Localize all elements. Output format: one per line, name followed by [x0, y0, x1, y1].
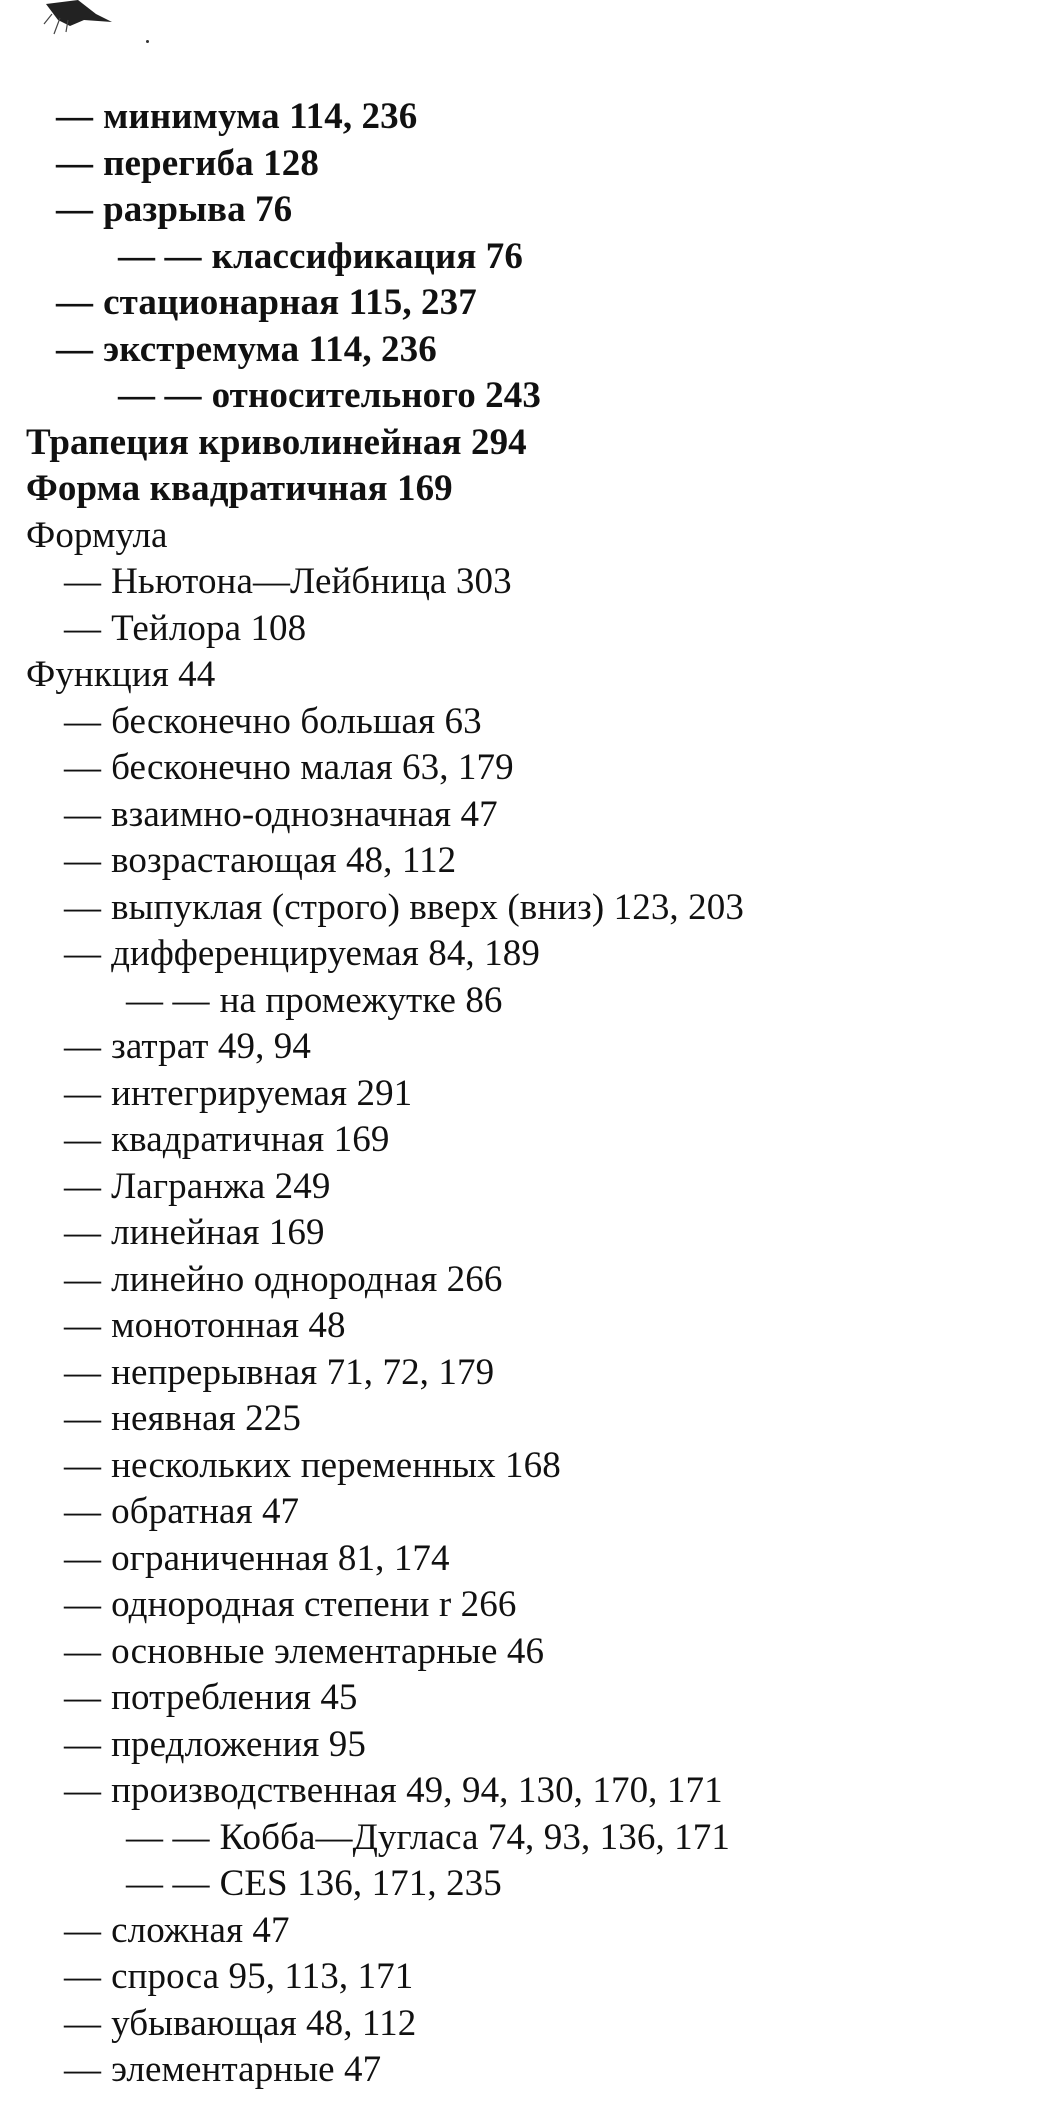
- index-entry: [0, 606, 1058, 653]
- entry-text: дифференцируемая 84, 189: [111, 933, 540, 974]
- entry-dash: —: [64, 1026, 102, 1067]
- entry-dash: —: [64, 886, 102, 928]
- entry-dash: —: [64, 1723, 102, 1765]
- entry-text: взаимно-однозначная 47: [111, 793, 498, 835]
- entry-dash: —: [64, 1909, 102, 1951]
- entry-text: однородная степени r 266: [111, 1584, 517, 1625]
- index-entry: [0, 652, 1058, 699]
- entry-text: интегрируемая 291: [111, 1072, 413, 1114]
- scan-artifact-mark: [40, 0, 120, 50]
- index-entry: [0, 1024, 1058, 1071]
- index-entry: [0, 187, 1058, 234]
- entry-text: минимума 114, 236: [103, 96, 418, 137]
- entry-text: затрат 49, 94: [111, 1026, 311, 1067]
- entry-text: нескольких переменных 168: [111, 1444, 561, 1486]
- entry-dash: —: [64, 561, 102, 602]
- index-entry: [0, 1675, 1058, 1722]
- entry-dash: — —: [118, 235, 202, 277]
- index-entry: [0, 327, 1058, 374]
- index-entry: [0, 699, 1058, 746]
- index-entry: [0, 1210, 1058, 1257]
- entry-text: Трапеция криволинейная 294: [26, 421, 527, 463]
- index-entry: [0, 1768, 1058, 1815]
- entry-dash: — —: [126, 1816, 210, 1858]
- entry-dash: —: [64, 793, 102, 835]
- index-entry: [0, 559, 1058, 606]
- index-entry: [0, 513, 1058, 560]
- entry-dash: —: [56, 142, 94, 184]
- index-entries: [0, 94, 1058, 2094]
- entry-text: стационарная 115, 237: [103, 282, 477, 323]
- entry-dash: —: [64, 2002, 102, 2044]
- entry-text: монотонная 48: [111, 1305, 346, 1346]
- index-entry: [0, 792, 1058, 839]
- index-entry: [0, 931, 1058, 978]
- entry-dash: —: [64, 933, 102, 974]
- entry-text: возрастающая 48, 112: [111, 840, 457, 881]
- entry-text: убывающая 48, 112: [111, 2002, 417, 2044]
- entry-dash: —: [64, 1398, 102, 1439]
- entry-text: элементарные 47: [111, 2049, 382, 2090]
- entry-text: линейная 169: [111, 1212, 325, 1253]
- index-entry: [0, 2047, 1058, 2094]
- index-entry: [0, 978, 1058, 1025]
- entry-dash: —: [64, 1677, 102, 1718]
- index-entry: [0, 141, 1058, 188]
- entry-text: спроса 95, 113, 171: [111, 1956, 414, 1997]
- entry-text: на промежутке 86: [219, 979, 503, 1021]
- entry-text: потребления 45: [111, 1677, 358, 1718]
- entry-dash: —: [64, 1956, 102, 1997]
- index-entry: [0, 373, 1058, 420]
- entry-text: неявная 225: [111, 1398, 301, 1439]
- index-entry: [0, 885, 1058, 932]
- entry-text: Функция 44: [26, 654, 216, 695]
- index-entry: [0, 1954, 1058, 2001]
- index-entry: [0, 2001, 1058, 2048]
- entry-text: производственная 49, 94, 130, 170, 171: [111, 1770, 723, 1811]
- entry-text: Формула: [26, 514, 168, 556]
- entry-text: экстремума 114, 236: [103, 328, 437, 370]
- entry-text: предложения 95: [111, 1723, 366, 1765]
- entry-text: бесконечно большая 63: [111, 700, 482, 742]
- entry-dash: — —: [126, 1863, 210, 1904]
- entry-dash: —: [64, 700, 102, 742]
- entry-text: перегиба 128: [103, 142, 319, 184]
- entry-text: относительного 243: [211, 375, 541, 416]
- entry-text: разрыва 76: [103, 189, 293, 230]
- entry-text: CES 136, 171, 235: [219, 1863, 502, 1904]
- entry-text: линейно однородная 266: [111, 1258, 503, 1300]
- entry-dash: —: [56, 282, 94, 323]
- index-entry: [0, 234, 1058, 281]
- index-entry: [0, 466, 1058, 513]
- index-entry: [0, 1071, 1058, 1118]
- entry-dash: —: [64, 2049, 102, 2090]
- index-entry: [0, 1861, 1058, 1908]
- entry-text: Кобба—Дугласа 74, 93, 136, 171: [219, 1816, 730, 1858]
- index-entry: [0, 1815, 1058, 1862]
- index-entry: [0, 1350, 1058, 1397]
- index-entry: [0, 1582, 1058, 1629]
- index-entry: [0, 745, 1058, 792]
- entry-dash: —: [56, 96, 94, 137]
- entry-dash: —: [64, 1165, 102, 1207]
- entry-text: квадратичная 169: [111, 1119, 390, 1160]
- index-entry: [0, 1396, 1058, 1443]
- entry-dash: —: [56, 189, 94, 230]
- entry-dash: — —: [126, 979, 210, 1021]
- index-entry: [0, 1303, 1058, 1350]
- entry-text: Ньютона—Лейбница 303: [111, 561, 512, 602]
- entry-dash: —: [64, 1770, 102, 1811]
- entry-dash: —: [64, 1444, 102, 1486]
- entry-dash: —: [64, 1491, 102, 1532]
- entry-text: выпуклая (строго) вверх (вниз) 123, 203: [111, 886, 744, 928]
- entry-dash: —: [64, 1072, 102, 1114]
- entry-dash: — —: [118, 375, 202, 416]
- entry-dash: —: [64, 1630, 102, 1672]
- index-entry: [0, 420, 1058, 467]
- entry-dash: —: [64, 1119, 102, 1160]
- index-entry: [0, 1722, 1058, 1769]
- index-entry: [0, 280, 1058, 327]
- entry-text: бесконечно малая 63, 179: [111, 747, 514, 788]
- index-entry: [0, 1908, 1058, 1955]
- entry-text: основные элементарные 46: [111, 1630, 545, 1672]
- entry-dash: —: [64, 1584, 102, 1625]
- entry-dash: —: [64, 1258, 102, 1300]
- entry-text: обратная 47: [111, 1491, 300, 1532]
- entry-text: классификация 76: [211, 235, 523, 277]
- entry-dash: —: [64, 840, 102, 881]
- entry-text: ограниченная 81, 174: [111, 1537, 450, 1579]
- index-entry: [0, 1489, 1058, 1536]
- index-entry: [0, 1443, 1058, 1490]
- entry-dash: —: [64, 1212, 102, 1253]
- scan-artifact-dot: [146, 40, 149, 43]
- entry-text: сложная 47: [111, 1909, 290, 1951]
- index-entry: [0, 838, 1058, 885]
- entry-text: непрерывная 71, 72, 179: [111, 1351, 495, 1393]
- index-entry: [0, 1164, 1058, 1211]
- entry-dash: —: [64, 1537, 102, 1579]
- entry-dash: —: [64, 607, 102, 649]
- entry-dash: —: [64, 1351, 102, 1393]
- index-entry: [0, 1257, 1058, 1304]
- entry-text: Форма квадратичная 169: [26, 468, 453, 509]
- entry-dash: —: [56, 328, 94, 370]
- entry-dash: —: [64, 747, 102, 788]
- index-entry: [0, 94, 1058, 141]
- entry-dash: —: [64, 1305, 102, 1346]
- index-entry: [0, 1117, 1058, 1164]
- entry-text: Лагранжа 249: [111, 1165, 331, 1207]
- index-entry: [0, 1536, 1058, 1583]
- entry-text: Тейлора 108: [111, 607, 307, 649]
- index-entry: [0, 1629, 1058, 1676]
